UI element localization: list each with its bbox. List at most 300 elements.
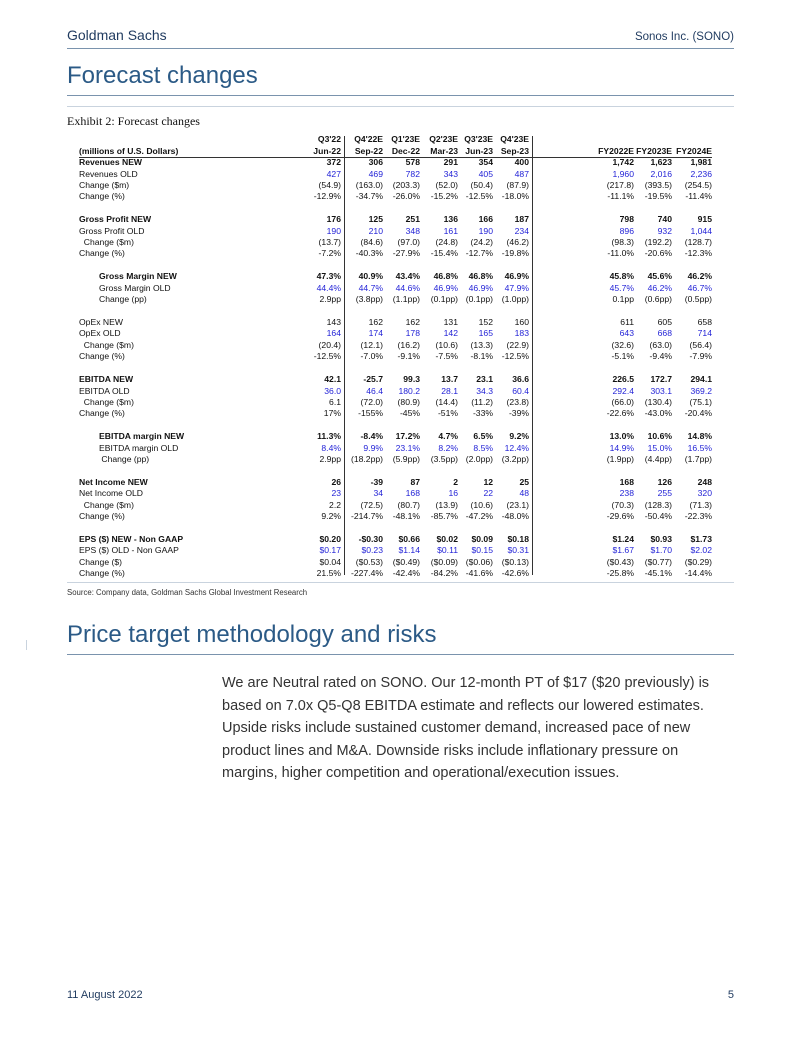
table-cell: 782 xyxy=(405,168,420,179)
table-cell: $0.09 xyxy=(471,534,493,545)
table-cell: $1.70 xyxy=(650,545,672,556)
table-cell: (32.6) xyxy=(611,339,634,350)
table-cell: (0.1pp) xyxy=(465,294,493,305)
table-cell: -50.4% xyxy=(644,510,672,521)
row-label: Net Income OLD xyxy=(79,488,143,499)
table-cell: $1.73 xyxy=(690,534,712,545)
table-cell: 8.2% xyxy=(438,442,458,453)
table-cell: $0.04 xyxy=(319,556,341,567)
table-cell: ($0.49) xyxy=(392,556,420,567)
table-cell: 320 xyxy=(697,488,712,499)
table-cell: 174 xyxy=(368,328,383,339)
table-cell: -7.2% xyxy=(318,248,341,259)
table-cell: -15.4% xyxy=(430,248,458,259)
table-cell: -7.5% xyxy=(435,351,458,362)
table-cell: 8.5% xyxy=(473,442,493,453)
table-cell: 25 xyxy=(519,477,529,488)
table-cell: $0.17 xyxy=(319,545,341,556)
table-cell: -11.1% xyxy=(607,191,634,202)
table-row xyxy=(79,488,735,499)
table-cell: 291 xyxy=(443,157,458,168)
table-cell: -29.6% xyxy=(606,510,634,521)
table-cell: 12 xyxy=(483,477,493,488)
row-label: Change ($m) xyxy=(79,396,134,407)
table-row xyxy=(79,351,735,362)
table-cell: 47.9% xyxy=(504,282,529,293)
col-header-quarter: Q2'23E xyxy=(429,134,458,144)
table-cell: 43.4% xyxy=(395,271,420,282)
col-header-quarter: Q4'23E xyxy=(500,134,529,144)
table-cell: (192.2) xyxy=(644,236,672,247)
table-cell: 427 xyxy=(326,168,341,179)
table-cell: (66.0) xyxy=(611,396,634,407)
table-cell: (72.0) xyxy=(360,396,383,407)
col-header-period: Dec-22 xyxy=(391,145,420,156)
table-cell: 9.2% xyxy=(509,431,529,442)
table-cell: (80.9) xyxy=(397,396,420,407)
table-cell: 2.9pp xyxy=(319,294,341,305)
col-header-quarter: Q3'22 xyxy=(317,134,341,144)
table-cell: 34.3 xyxy=(476,385,493,396)
row-label: Gross Margin OLD xyxy=(99,282,171,293)
table-cell: 405 xyxy=(478,168,493,179)
table-cell: (12.1) xyxy=(360,339,383,350)
table-cell: 13.0% xyxy=(609,431,634,442)
table-cell: (1.0pp) xyxy=(501,294,529,305)
row-label: Change ($m) xyxy=(79,179,130,190)
table-cell: (254.5) xyxy=(684,179,712,190)
table-cell: -48.1% xyxy=(392,510,420,521)
table-cell: -39% xyxy=(508,408,529,419)
table-cell: 255 xyxy=(657,488,672,499)
table-cell: 343 xyxy=(443,168,458,179)
table-cell: $0.15 xyxy=(471,545,493,556)
table-cell: (56.4) xyxy=(689,339,712,350)
table-cell: 22 xyxy=(483,488,493,499)
table-cell: 46.2% xyxy=(647,282,672,293)
table-cell: (54.9) xyxy=(318,179,341,190)
table-cell: 136 xyxy=(443,214,458,225)
table-cell: -41.6% xyxy=(465,568,493,579)
table-cell: 16.5% xyxy=(687,442,712,453)
table-cell: (128.7) xyxy=(684,236,712,247)
table-cell: $1.24 xyxy=(612,534,634,545)
table-cell: 45.8% xyxy=(609,271,634,282)
table-cell: $0.93 xyxy=(650,534,672,545)
table-cell: 142 xyxy=(443,328,458,339)
section-divider-2 xyxy=(67,654,734,655)
table-row xyxy=(79,191,735,202)
table-cell: 46.9% xyxy=(504,271,529,282)
table-cell: (70.3) xyxy=(611,499,634,510)
table-cell: 2.2 xyxy=(329,499,341,510)
table-cell: 131 xyxy=(443,317,458,328)
table-cell: 46.9% xyxy=(468,282,493,293)
row-label: EPS ($) OLD - Non GAAP xyxy=(79,545,179,556)
table-cell: 11.3% xyxy=(317,431,341,442)
table-cell: -18.0% xyxy=(501,191,529,202)
row-label: EPS ($) NEW - Non GAAP xyxy=(79,534,184,545)
table-cell: 2.9pp xyxy=(319,453,341,464)
row-label: EBITDA margin NEW xyxy=(99,431,185,442)
table-cell: -47.2% xyxy=(465,510,493,521)
col-header-quarter: Q4'22E xyxy=(354,134,383,144)
methodology-paragraph: We are Neutral rated on SONO. Our 12-month PT of $17 ($20 previously) is based on 7.0x Q5-Q8 EBITDA estimate and reflects our lowered estimates. Upside risks include sustained customer demand, increased pace of new product lines and M&A. Downside risks include inflationary pressure on margins, higher competition and operational/execution issues. xyxy=(222,675,710,781)
table-cell: (50.4) xyxy=(470,179,493,190)
table-cell: (217.8) xyxy=(606,179,634,190)
table-row xyxy=(79,283,735,294)
table-cell: -12.5% xyxy=(501,351,529,362)
table-cell: -12.5% xyxy=(313,351,341,362)
table-cell: -8.1% xyxy=(470,351,493,362)
table-cell: -8.4% xyxy=(360,431,383,442)
row-label: EBITDA NEW xyxy=(79,374,134,385)
table-cell: 23.1 xyxy=(476,374,493,385)
table-cell: 210 xyxy=(368,225,383,236)
table-cell: 248 xyxy=(697,477,712,488)
table-cell: -84.2% xyxy=(430,568,458,579)
table-cell: -227.4% xyxy=(350,568,383,579)
table-cell: (128.3) xyxy=(644,499,672,510)
table-cell: 292.4 xyxy=(612,385,634,396)
table-cell: 740 xyxy=(657,214,672,225)
row-label: Change (pp) xyxy=(99,453,150,464)
col-header-fiscal-year: FY2022E xyxy=(598,145,634,156)
table-cell: -19.8% xyxy=(501,248,529,259)
table-cell: -22.6% xyxy=(606,408,634,419)
table-cell: (98.3) xyxy=(611,236,634,247)
table-cell: 45.7% xyxy=(609,282,634,293)
table-cell: -42.4% xyxy=(392,568,420,579)
table-cell: -45.1% xyxy=(644,568,672,579)
table-cell: (87.9) xyxy=(506,179,529,190)
table-cell: 126 xyxy=(657,477,672,488)
footer-date: 11 August 2022 xyxy=(67,989,143,1001)
table-row xyxy=(79,568,735,579)
table-cell: 1,960 xyxy=(612,168,634,179)
table-cell: (13.3) xyxy=(470,339,493,350)
section-divider-light xyxy=(67,106,734,107)
table-cell: -12.5% xyxy=(465,191,493,202)
table-cell: 46.8% xyxy=(433,271,458,282)
col-header-fiscal-year: FY2023E xyxy=(636,145,672,156)
table-cell: 99.3 xyxy=(403,374,420,385)
row-label: Change (%) xyxy=(79,191,125,202)
table-cell: -40.3% xyxy=(355,248,383,259)
table-row xyxy=(79,443,735,454)
table-cell: 46.2% xyxy=(687,271,712,282)
table-cell: 611 xyxy=(620,317,634,328)
table-cell: 714 xyxy=(697,328,712,339)
table-cell: -14.4% xyxy=(684,568,712,579)
table-cell: 44.6% xyxy=(395,282,420,293)
table-cell: (52.0) xyxy=(435,179,458,190)
table-cell: -$0.30 xyxy=(358,534,383,545)
section-title-forecast: Forecast changes xyxy=(67,62,258,89)
table-cell: -48.0% xyxy=(501,510,529,521)
table-row xyxy=(79,454,735,465)
table-cell: 161 xyxy=(443,225,458,236)
table-row xyxy=(79,271,735,282)
table-cell: 1,623 xyxy=(650,157,672,168)
table-cell: -12.9% xyxy=(313,191,341,202)
table-cell: 487 xyxy=(514,168,529,179)
table-cell: 164 xyxy=(326,328,341,339)
table-cell: 87 xyxy=(410,477,420,488)
row-label: Revenues NEW xyxy=(79,157,143,168)
table-header-row xyxy=(79,134,735,145)
table-cell: 166 xyxy=(478,214,493,225)
row-label: OpEx OLD xyxy=(79,328,121,339)
table-cell: 469 xyxy=(368,168,383,179)
table-cell: (0.5pp) xyxy=(684,294,712,305)
table-cell: 28.1 xyxy=(441,385,458,396)
section-divider xyxy=(67,95,734,96)
col-header-period: Sep-22 xyxy=(354,145,383,156)
table-cell: 42.1 xyxy=(324,374,341,385)
table-cell: (84.6) xyxy=(360,236,383,247)
table-cell: 238 xyxy=(619,488,634,499)
row-label: Change (%) xyxy=(79,248,125,259)
table-cell: 46.9% xyxy=(433,282,458,293)
table-cell: 48 xyxy=(519,488,529,499)
table-cell: (1.7pp) xyxy=(684,453,712,464)
table-cell: $0.20 xyxy=(319,534,341,545)
table-row xyxy=(79,431,735,442)
table-cell: (11.2) xyxy=(471,396,493,407)
table-cell: 348 xyxy=(405,225,420,236)
table-cell: -11.0% xyxy=(607,248,634,259)
table-cell: (23.8) xyxy=(506,396,529,407)
row-label: Change ($) xyxy=(79,556,122,567)
table-cell: (24.8) xyxy=(435,236,458,247)
table-cell: -12.3% xyxy=(684,248,712,259)
table-row xyxy=(79,169,735,180)
table-cell: 17.2% xyxy=(395,431,420,442)
table-row xyxy=(79,500,735,511)
table-cell: 190 xyxy=(478,225,493,236)
table-cell: 2,236 xyxy=(690,168,712,179)
forecast-table xyxy=(79,134,735,577)
table-cell: (71.3) xyxy=(689,499,712,510)
table-cell: 172.7 xyxy=(650,374,672,385)
table-cell: 190 xyxy=(326,225,341,236)
table-row xyxy=(79,248,735,259)
table-cell: (22.9) xyxy=(506,339,529,350)
table-cell: 1,742 xyxy=(612,157,634,168)
table-cell: 143 xyxy=(326,317,341,328)
table-cell: 47.3% xyxy=(316,271,341,282)
table-cell: (46.2) xyxy=(506,236,529,247)
table-cell: (16.2) xyxy=(397,339,420,350)
table-cell: 45.6% xyxy=(647,271,672,282)
table-cell: 6.1 xyxy=(329,396,341,407)
table-cell: $0.23 xyxy=(361,545,383,556)
table-cell: -20.6% xyxy=(644,248,672,259)
table-cell: -22.3% xyxy=(684,510,712,521)
col-header-period: Mar-23 xyxy=(430,145,458,156)
table-row xyxy=(79,511,735,522)
table-cell: 180.2 xyxy=(398,385,420,396)
table-cell: 44.7% xyxy=(358,282,383,293)
col-header-quarter: Q3'23E xyxy=(464,134,493,144)
table-cell: 14.9% xyxy=(609,442,634,453)
table-row xyxy=(79,294,735,305)
row-label: Change (%) xyxy=(79,408,125,419)
table-cell: (0.6pp) xyxy=(644,294,672,305)
table-cell: 9.2% xyxy=(321,510,341,521)
table-cell: (3.5pp) xyxy=(430,453,458,464)
table-cell: 2 xyxy=(453,477,458,488)
table-cell: 303.1 xyxy=(650,385,672,396)
table-cell: -42.6% xyxy=(501,568,529,579)
table-row xyxy=(79,317,735,328)
table-cell: -27.9% xyxy=(392,248,420,259)
table-cell: -20.4% xyxy=(684,408,712,419)
table-cell: ($0.09) xyxy=(430,556,458,567)
table-cell: 226.5 xyxy=(612,374,634,385)
table-row xyxy=(79,340,735,351)
table-cell: -25.7 xyxy=(363,374,383,385)
table-cell: 369.2 xyxy=(690,385,712,396)
table-cell: $0.11 xyxy=(437,545,458,556)
table-cell: 354 xyxy=(478,157,493,168)
table-cell: (3.8pp) xyxy=(355,294,383,305)
table-cell: 17% xyxy=(323,408,341,419)
table-cell: -7.9% xyxy=(689,351,712,362)
table-cell: 40.9% xyxy=(358,271,383,282)
table-cell: $0.02 xyxy=(436,534,458,545)
table-row xyxy=(79,214,735,225)
table-cell: $1.14 xyxy=(398,545,420,556)
row-label: Change ($m) xyxy=(79,499,134,510)
table-cell: -19.5% xyxy=(644,191,672,202)
table-cell: 932 xyxy=(657,225,672,236)
table-cell: -45% xyxy=(399,408,420,419)
table-cell: 798 xyxy=(619,214,634,225)
table-cell: 578 xyxy=(405,157,420,168)
table-cell: 26 xyxy=(331,477,341,488)
table-cell: (72.5) xyxy=(360,499,383,510)
col-header-period: Jun-23 xyxy=(465,145,493,156)
table-row xyxy=(79,534,735,545)
table-cell: (1.1pp) xyxy=(392,294,420,305)
row-label: EBITDA margin OLD xyxy=(99,442,179,453)
table-cell: 234 xyxy=(514,225,529,236)
table-cell: (10.6) xyxy=(470,499,493,510)
table-cell: -43.0% xyxy=(644,408,672,419)
col-header-period: Sep-23 xyxy=(500,145,529,156)
table-cell: (63.0) xyxy=(649,339,672,350)
row-label: Change ($m) xyxy=(79,339,134,350)
table-cell: -214.7% xyxy=(350,510,383,521)
table-cell: 183 xyxy=(514,328,529,339)
row-label: Revenues OLD xyxy=(79,168,138,179)
section-title-price-target: Price target methodology and risks xyxy=(67,621,437,648)
table-cell: (80.7) xyxy=(397,499,420,510)
table-cell: $1.67 xyxy=(612,545,634,556)
table-cell: -85.7% xyxy=(430,510,458,521)
table-cell: $0.31 xyxy=(507,545,529,556)
table-cell: (393.5) xyxy=(644,179,672,190)
table-cell: -34.7% xyxy=(355,191,383,202)
company-ticker: Sonos Inc. (SONO) xyxy=(634,31,734,43)
table-cell: (23.1) xyxy=(506,499,529,510)
table-cell: (14.4) xyxy=(435,396,458,407)
table-cell: (1.9pp) xyxy=(606,453,634,464)
table-cell: $0.18 xyxy=(507,534,529,545)
table-cell: 36.0 xyxy=(324,385,341,396)
table-cell: -11.4% xyxy=(685,191,712,202)
table-cell: 46.7% xyxy=(687,282,712,293)
table-cell: -25.8% xyxy=(606,568,634,579)
row-label: Change (%) xyxy=(79,510,125,521)
table-cell: -12.7% xyxy=(465,248,493,259)
table-cell: 13.7 xyxy=(441,374,458,385)
table-cell: ($0.06) xyxy=(465,556,493,567)
table-row xyxy=(79,226,735,237)
table-cell: -33% xyxy=(472,408,493,419)
table-cell: -5.1% xyxy=(611,351,634,362)
table-header-row xyxy=(79,146,735,157)
table-cell: ($0.77) xyxy=(644,556,672,567)
table-cell: 6.5% xyxy=(473,431,493,442)
table-cell: (13.7) xyxy=(318,236,341,247)
table-row xyxy=(79,545,735,556)
table-row xyxy=(79,180,735,191)
table-cell: (4.4pp) xyxy=(644,453,672,464)
header-divider xyxy=(67,48,734,49)
table-cell: 36.6 xyxy=(512,374,529,385)
table-cell: 160 xyxy=(514,317,529,328)
col-header-quarter: Q1'23E xyxy=(391,134,420,144)
table-cell: -15.2% xyxy=(430,191,458,202)
margin-tick xyxy=(26,640,27,650)
page-number: 5 xyxy=(727,989,734,1001)
table-row xyxy=(79,386,735,397)
row-label: Gross Margin NEW xyxy=(99,271,177,282)
table-cell: 46.8% xyxy=(468,271,493,282)
row-label: Change ($m) xyxy=(79,236,134,247)
table-cell: -39 xyxy=(370,477,383,488)
table-cell: (163.0) xyxy=(355,179,383,190)
units-label: (millions of U.S. Dollars) xyxy=(79,145,179,156)
table-cell: $2.02 xyxy=(690,545,712,556)
table-cell: (75.1) xyxy=(689,396,712,407)
table-cell: 165 xyxy=(478,328,493,339)
table-cell: (2.0pp) xyxy=(465,453,493,464)
table-cell: (0.1pp) xyxy=(430,294,458,305)
table-cell: -7.0% xyxy=(360,351,383,362)
table-cell: -9.1% xyxy=(397,351,420,362)
table-row xyxy=(79,328,735,339)
table-cell: (97.0) xyxy=(397,236,420,247)
table-cell: 658 xyxy=(697,317,712,328)
row-label: Change (%) xyxy=(79,351,125,362)
table-bottom-divider xyxy=(67,582,734,583)
table-cell: 162 xyxy=(368,317,383,328)
table-cell: 643 xyxy=(619,328,634,339)
table-cell: 152 xyxy=(478,317,493,328)
row-label: EBITDA OLD xyxy=(79,385,130,396)
table-cell: 44.4% xyxy=(316,282,341,293)
table-cell: 400 xyxy=(514,157,529,168)
table-cell: ($0.53) xyxy=(355,556,383,567)
table-cell: 915 xyxy=(697,214,712,225)
table-cell: 306 xyxy=(368,157,383,168)
table-row xyxy=(79,374,735,385)
table-cell: 251 xyxy=(405,214,420,225)
